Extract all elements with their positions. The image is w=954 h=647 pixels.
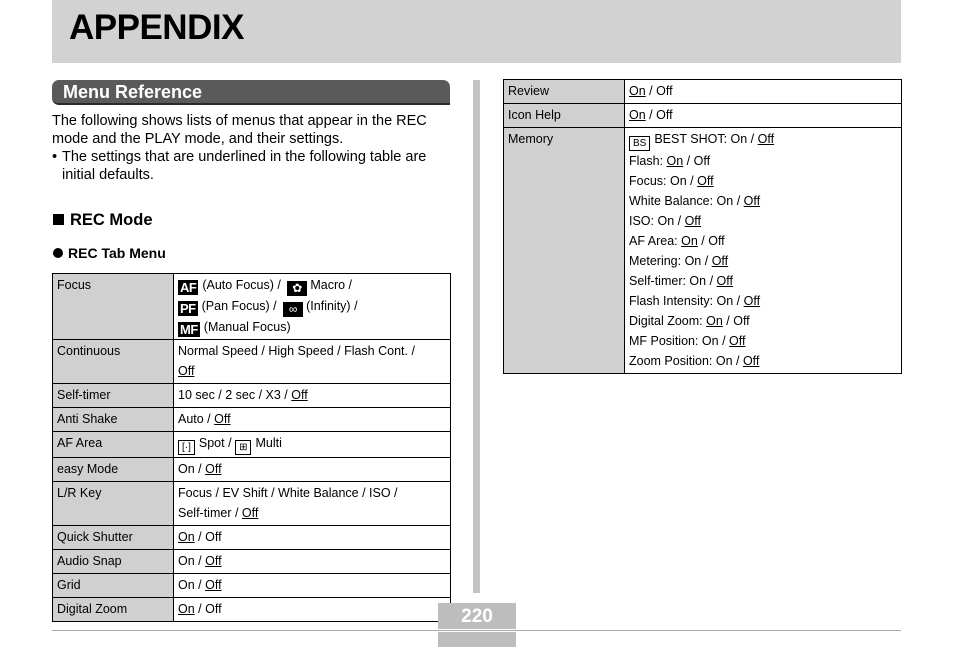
table-row xyxy=(53,340,451,384)
table-row xyxy=(53,432,451,458)
setting-label: Review xyxy=(504,80,625,104)
intro-text xyxy=(52,112,452,184)
square-bullet-icon xyxy=(53,214,64,225)
default-value: Off xyxy=(716,274,733,288)
memory-item xyxy=(629,331,897,351)
setting-label: AF Area xyxy=(53,432,174,458)
values-text: On / xyxy=(178,554,206,568)
values-text: Flash: xyxy=(629,154,667,168)
values-text: Digital Zoom: xyxy=(629,314,707,328)
values-text: White Balance: On / xyxy=(629,194,744,208)
rec-mode-title: REC Mode xyxy=(70,211,153,229)
values-text: / Off xyxy=(683,154,711,168)
inf-text: (Infinity) / xyxy=(306,299,358,313)
best-shot-icon: BS xyxy=(629,136,650,151)
default-value: Off xyxy=(205,462,222,476)
setting-values xyxy=(625,80,902,104)
setting-values xyxy=(174,526,451,550)
values-text: On / xyxy=(178,462,206,476)
default-value: Off xyxy=(214,412,231,426)
values-text: BEST SHOT: On / xyxy=(654,132,758,146)
memory-item xyxy=(629,351,897,371)
default-value: On xyxy=(666,154,684,168)
default-value: Off xyxy=(743,294,761,308)
default-value: On xyxy=(178,602,195,616)
values-text: Metering: On / xyxy=(629,254,712,268)
macro-text: Macro / xyxy=(310,278,353,292)
intro-paragraph: The following shows lists of menus that appear in the REC mode and the PLAY mode, and their settings. xyxy=(52,113,427,147)
values-text: / Off xyxy=(722,314,750,328)
values-text: / Off xyxy=(194,602,222,616)
auto-focus-icon: AF xyxy=(180,280,197,295)
table-row xyxy=(53,274,451,340)
values-text: Self-timer / xyxy=(178,506,242,520)
memory-item xyxy=(629,311,897,331)
values-text: 10 sec / 2 sec / X3 / xyxy=(178,388,292,402)
memory-item xyxy=(629,129,897,151)
setting-values xyxy=(625,128,902,374)
bullet-text: The settings that are underlined in the following table are initial defaults. xyxy=(62,149,427,183)
default-value: On xyxy=(681,234,698,248)
table-row xyxy=(53,408,451,432)
values-text: Focus: On / xyxy=(629,174,698,188)
setting-label: Continuous xyxy=(53,340,174,384)
macro-icon: ✿ xyxy=(287,281,307,296)
page-number-base xyxy=(438,632,516,647)
default-value: On xyxy=(629,108,646,122)
section-title: Menu Reference xyxy=(63,82,203,102)
values-text: AF Area: xyxy=(629,234,682,248)
values-text: MF Position: On / xyxy=(629,334,730,348)
table-row xyxy=(53,598,451,622)
values-text: Focus / EV Shift / White Balance / ISO / xyxy=(178,486,398,500)
setting-values xyxy=(174,340,451,384)
table-row xyxy=(53,384,451,408)
table-row xyxy=(504,104,902,128)
memory-item xyxy=(629,211,897,231)
table-row xyxy=(53,458,451,482)
values-text: / Off xyxy=(645,108,673,122)
rec-mode-heading xyxy=(53,211,153,230)
setting-label: Audio Snap xyxy=(53,550,174,574)
values-text: On / xyxy=(178,578,206,592)
multi-text: Multi xyxy=(255,436,282,450)
infinity-icon: ∞ xyxy=(283,302,303,317)
setting-values xyxy=(174,384,451,408)
default-value: Off xyxy=(205,554,222,568)
multi-icon: ⊞ xyxy=(235,440,251,455)
setting-values xyxy=(174,274,451,340)
default-value: Off xyxy=(205,578,222,592)
values-text: / Off xyxy=(697,234,725,248)
spot-text: Spot xyxy=(198,436,225,450)
default-value: Off xyxy=(742,354,760,368)
default-value: Off xyxy=(697,174,714,188)
setting-label: Self-timer xyxy=(53,384,174,408)
mf-text: (Manual Focus) xyxy=(203,320,291,334)
pf-text: (Pan Focus) / xyxy=(201,299,277,313)
memory-item xyxy=(629,151,897,171)
separator: / xyxy=(228,436,232,450)
values-text: Zoom Position: On / xyxy=(629,354,743,368)
continuous-text: Normal Speed / High Speed / Flash Cont. / xyxy=(178,344,415,358)
default-value: Off xyxy=(729,334,746,348)
setting-values xyxy=(174,550,451,574)
circle-bullet-icon xyxy=(53,248,63,258)
pan-focus-icon: PF xyxy=(180,301,196,316)
setting-label: Icon Help xyxy=(504,104,625,128)
default-value: Off xyxy=(711,254,729,268)
setting-values xyxy=(174,458,451,482)
default-value: Off xyxy=(757,132,775,146)
values-text: Flash Intensity: On / xyxy=(629,294,744,308)
memory-item xyxy=(629,251,897,271)
setting-label: Quick Shutter xyxy=(53,526,174,550)
af-text: (Auto Focus) / xyxy=(202,278,281,292)
setting-values xyxy=(174,574,451,598)
table-row xyxy=(504,128,902,374)
setting-label: Digital Zoom xyxy=(53,598,174,622)
default-value: Off xyxy=(684,214,702,228)
values-text: / Off xyxy=(194,530,222,544)
section-header xyxy=(52,80,450,105)
column-divider xyxy=(473,80,480,593)
setting-label: easy Mode xyxy=(53,458,174,482)
setting-values xyxy=(625,104,902,128)
rec-tab-menu-table xyxy=(52,273,451,622)
memory-item xyxy=(629,191,897,211)
memory-item xyxy=(629,271,897,291)
values-text: Auto / xyxy=(178,412,215,426)
table-row xyxy=(53,550,451,574)
rec-tab-heading xyxy=(53,245,166,261)
default-value: Off xyxy=(178,364,195,378)
default-value: On xyxy=(706,314,723,328)
setting-label: L/R Key xyxy=(53,482,174,526)
table-row xyxy=(53,482,451,526)
manual-focus-icon: MF xyxy=(180,322,198,337)
rec-tab-title: REC Tab Menu xyxy=(68,245,166,261)
intro-bullet xyxy=(52,148,452,184)
page-number: 220 xyxy=(461,606,493,627)
spot-icon: [·] xyxy=(178,440,195,455)
rec-tab-menu-table-continued xyxy=(503,79,902,374)
setting-label: Focus xyxy=(53,274,174,340)
memory-item xyxy=(629,291,897,311)
setting-values xyxy=(174,432,451,458)
default-value: Off xyxy=(291,388,308,402)
default-value: Off xyxy=(241,506,259,520)
values-text: ISO: On / xyxy=(629,214,685,228)
memory-item xyxy=(629,171,897,191)
setting-label: Grid xyxy=(53,574,174,598)
setting-label: Memory xyxy=(504,128,625,374)
table-row xyxy=(53,574,451,598)
bullet-mark: • xyxy=(52,149,58,165)
table-row xyxy=(53,526,451,550)
memory-item xyxy=(629,231,897,251)
setting-label: Anti Shake xyxy=(53,408,174,432)
values-text: / Off xyxy=(645,84,673,98)
appendix-banner xyxy=(52,0,901,63)
setting-values xyxy=(174,408,451,432)
default-value: On xyxy=(178,530,195,544)
default-value: Off xyxy=(743,194,761,208)
page-title: APPENDIX xyxy=(69,8,244,47)
page-number-box xyxy=(438,603,516,645)
table-row xyxy=(504,80,902,104)
setting-values xyxy=(174,598,451,622)
default-value: On xyxy=(629,84,646,98)
setting-values xyxy=(174,482,451,526)
values-text: Self-timer: On / xyxy=(629,274,717,288)
